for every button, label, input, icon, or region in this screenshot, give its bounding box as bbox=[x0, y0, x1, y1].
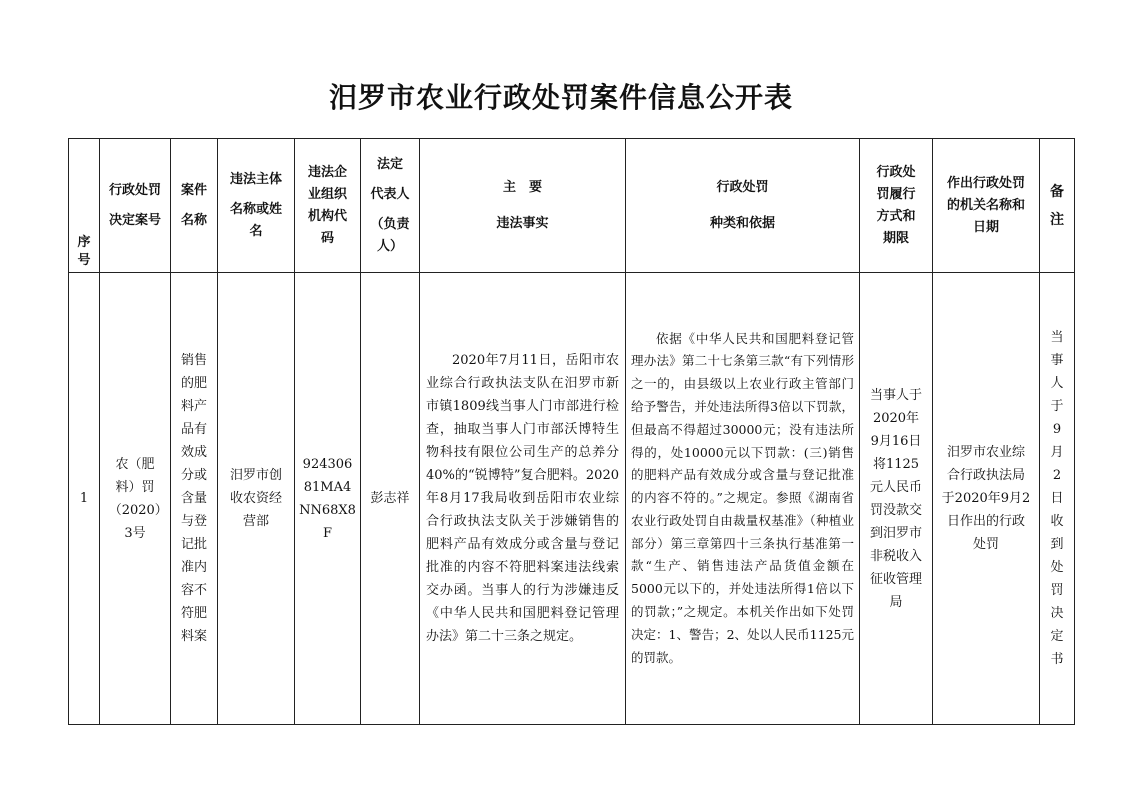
cell-facts: 2020年7月11日，岳阳市农业综合行政执法支队在汨罗市新市镇1809线当事人门市部进行检查，抽取当事人门市部沃博特生物科技有限位公司生产的总养分40%的“锐博特”复合肥料。2020年8月17我局收到岳阳市农业综合行政执法支队关于涉嫌销售的肥料产品有效成分或含量与登记批准的内容不符肥料案违法线索交办函。当事人的行为涉嫌违反《中华人民共和国肥料登记管理办法》第二十三条之规定。 bbox=[420, 273, 626, 725]
penalty-info-table bbox=[68, 138, 1075, 725]
header-seq: 序号 bbox=[69, 139, 100, 273]
cell-case-name: 销售的肥料产品有效成分或含量与登记批准内容不符肥料案 bbox=[171, 273, 218, 725]
header-case-name: 案件 名称 bbox=[171, 139, 218, 273]
cell-seq: 1 bbox=[69, 273, 100, 725]
cell-subject: 汨罗市创收农资经营部 bbox=[218, 273, 295, 725]
table-header-row bbox=[69, 139, 1075, 273]
table-row bbox=[69, 273, 1075, 725]
header-subject: 违法主体 名称或姓 名 bbox=[218, 139, 295, 273]
header-authority: 作出行政处罚 的机关名称和 日期 bbox=[933, 139, 1040, 273]
cell-authority: 汨罗市农业综合行政执法局于2020年9月2日作出的行政处罚 bbox=[933, 273, 1040, 725]
header-legal-rep: 法定 代表人 （负责 人） bbox=[361, 139, 420, 273]
header-facts: 主 要 违法事实 bbox=[420, 139, 626, 273]
cell-legal-rep: 彭志祥 bbox=[361, 273, 420, 725]
header-org-code: 违法企 业组织 机构代 码 bbox=[295, 139, 361, 273]
header-execution: 行政处 罚履行 方式和 期限 bbox=[860, 139, 933, 273]
page-title: 汨罗市农业行政处罚案件信息公开表 bbox=[328, 81, 793, 114]
header-penalty: 行政处罚 种类和依据 bbox=[626, 139, 860, 273]
header-decision-no: 行政处罚 决定案号 bbox=[100, 139, 171, 273]
header-remark: 备 注 bbox=[1040, 139, 1075, 273]
cell-decision-no: 农（肥料）罚（2020）3号 bbox=[100, 273, 171, 725]
cell-penalty: 依据《中华人民共和国肥料登记管理办法》第二十七条第三款“有下列情形之一的，由县级以上农业行政主管部门给予警告，并处违法所得3倍以下罚款，但最高不得超过30000元；没有违法所得的，处10000元以下罚款：(三)销售的肥料产品有效成分或含量与登记批准的内容不符的。”之规定。参照《湖南省农业行政处罚自由裁量权基准》（种植业部分）第三章第四十三条执行基准第一款“生产、销售违法产品货值金额在5000元以下的，并处违法所得1倍以下的罚款；”之规定。本机关作出如下处罚决定：1、警告；2、处以人民币1125元的罚款。 bbox=[626, 273, 860, 725]
cell-org-code: 92430681MA4NN68X8F bbox=[295, 273, 361, 725]
cell-remark: 当事人于9月2日收到处罚决定书 bbox=[1040, 273, 1075, 725]
cell-execution: 当事人于2020年9月16日将1125元人民币罚没款交到汨罗市非税收入征收管理局 bbox=[860, 273, 933, 725]
